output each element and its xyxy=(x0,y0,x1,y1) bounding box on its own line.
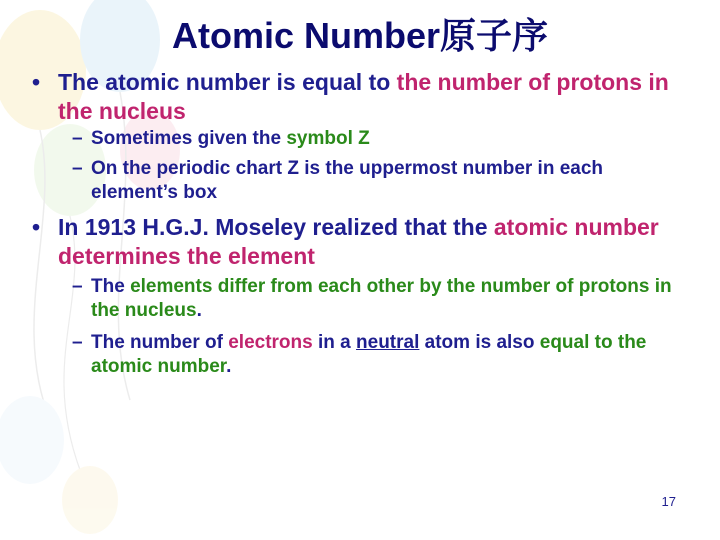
emphasis-text: atomic number determines the element xyxy=(58,214,659,269)
text-run: . xyxy=(226,356,232,377)
text-run: The number of xyxy=(91,332,229,353)
sub-bullet-symbol-z xyxy=(72,127,692,151)
emphasis-text: symbol Z xyxy=(286,128,370,149)
sub-bullet-electrons xyxy=(72,331,692,379)
title-cjk-text: 原子序 xyxy=(440,16,549,57)
text-run: The atomic number is equal to xyxy=(58,69,397,95)
sub-bullet-marker: – xyxy=(72,332,83,353)
bullet-atomic-number-definition xyxy=(32,68,672,126)
text-run: Sometimes given the xyxy=(91,128,287,149)
bullet-moseley xyxy=(32,213,672,271)
bullet-text xyxy=(58,213,672,271)
bullet-marker: • xyxy=(32,69,41,95)
sub-bullet-elements-differ xyxy=(72,275,692,323)
emphasis-text: elements differ from each other by the number of protons in the nucleus xyxy=(91,276,672,321)
text-run: The xyxy=(91,276,131,297)
sub-bullet-text xyxy=(91,275,692,323)
text-run: in a xyxy=(312,332,357,353)
underlined-text: neutral xyxy=(356,332,420,353)
sub-bullet-text: On the periodic chart Z is the uppermost number in each element’s box xyxy=(91,158,604,203)
sub-bullet-marker: – xyxy=(72,158,83,179)
emphasis-text: electrons xyxy=(228,332,313,353)
sub-bullet-marker: – xyxy=(72,276,83,297)
sub-bullet-marker: – xyxy=(72,128,83,149)
emphasis-text: the number of protons in the nucleus xyxy=(58,69,669,124)
bullet-marker: • xyxy=(32,214,41,240)
title-text: Atomic Number xyxy=(171,15,440,56)
text-run: atom is also xyxy=(419,332,540,353)
sub-bullet-text xyxy=(91,331,692,379)
text-run: . xyxy=(196,300,202,321)
slide-title xyxy=(0,8,720,59)
text-run: In 1913 H.G.J. Moseley realized that the xyxy=(58,214,494,240)
page-number: 17 xyxy=(661,494,676,509)
sub-bullet-periodic-chart xyxy=(72,157,692,205)
sub-bullet-text xyxy=(91,127,692,151)
bullet-text xyxy=(58,68,672,126)
emphasis-text: equal to the atomic number xyxy=(91,332,647,377)
